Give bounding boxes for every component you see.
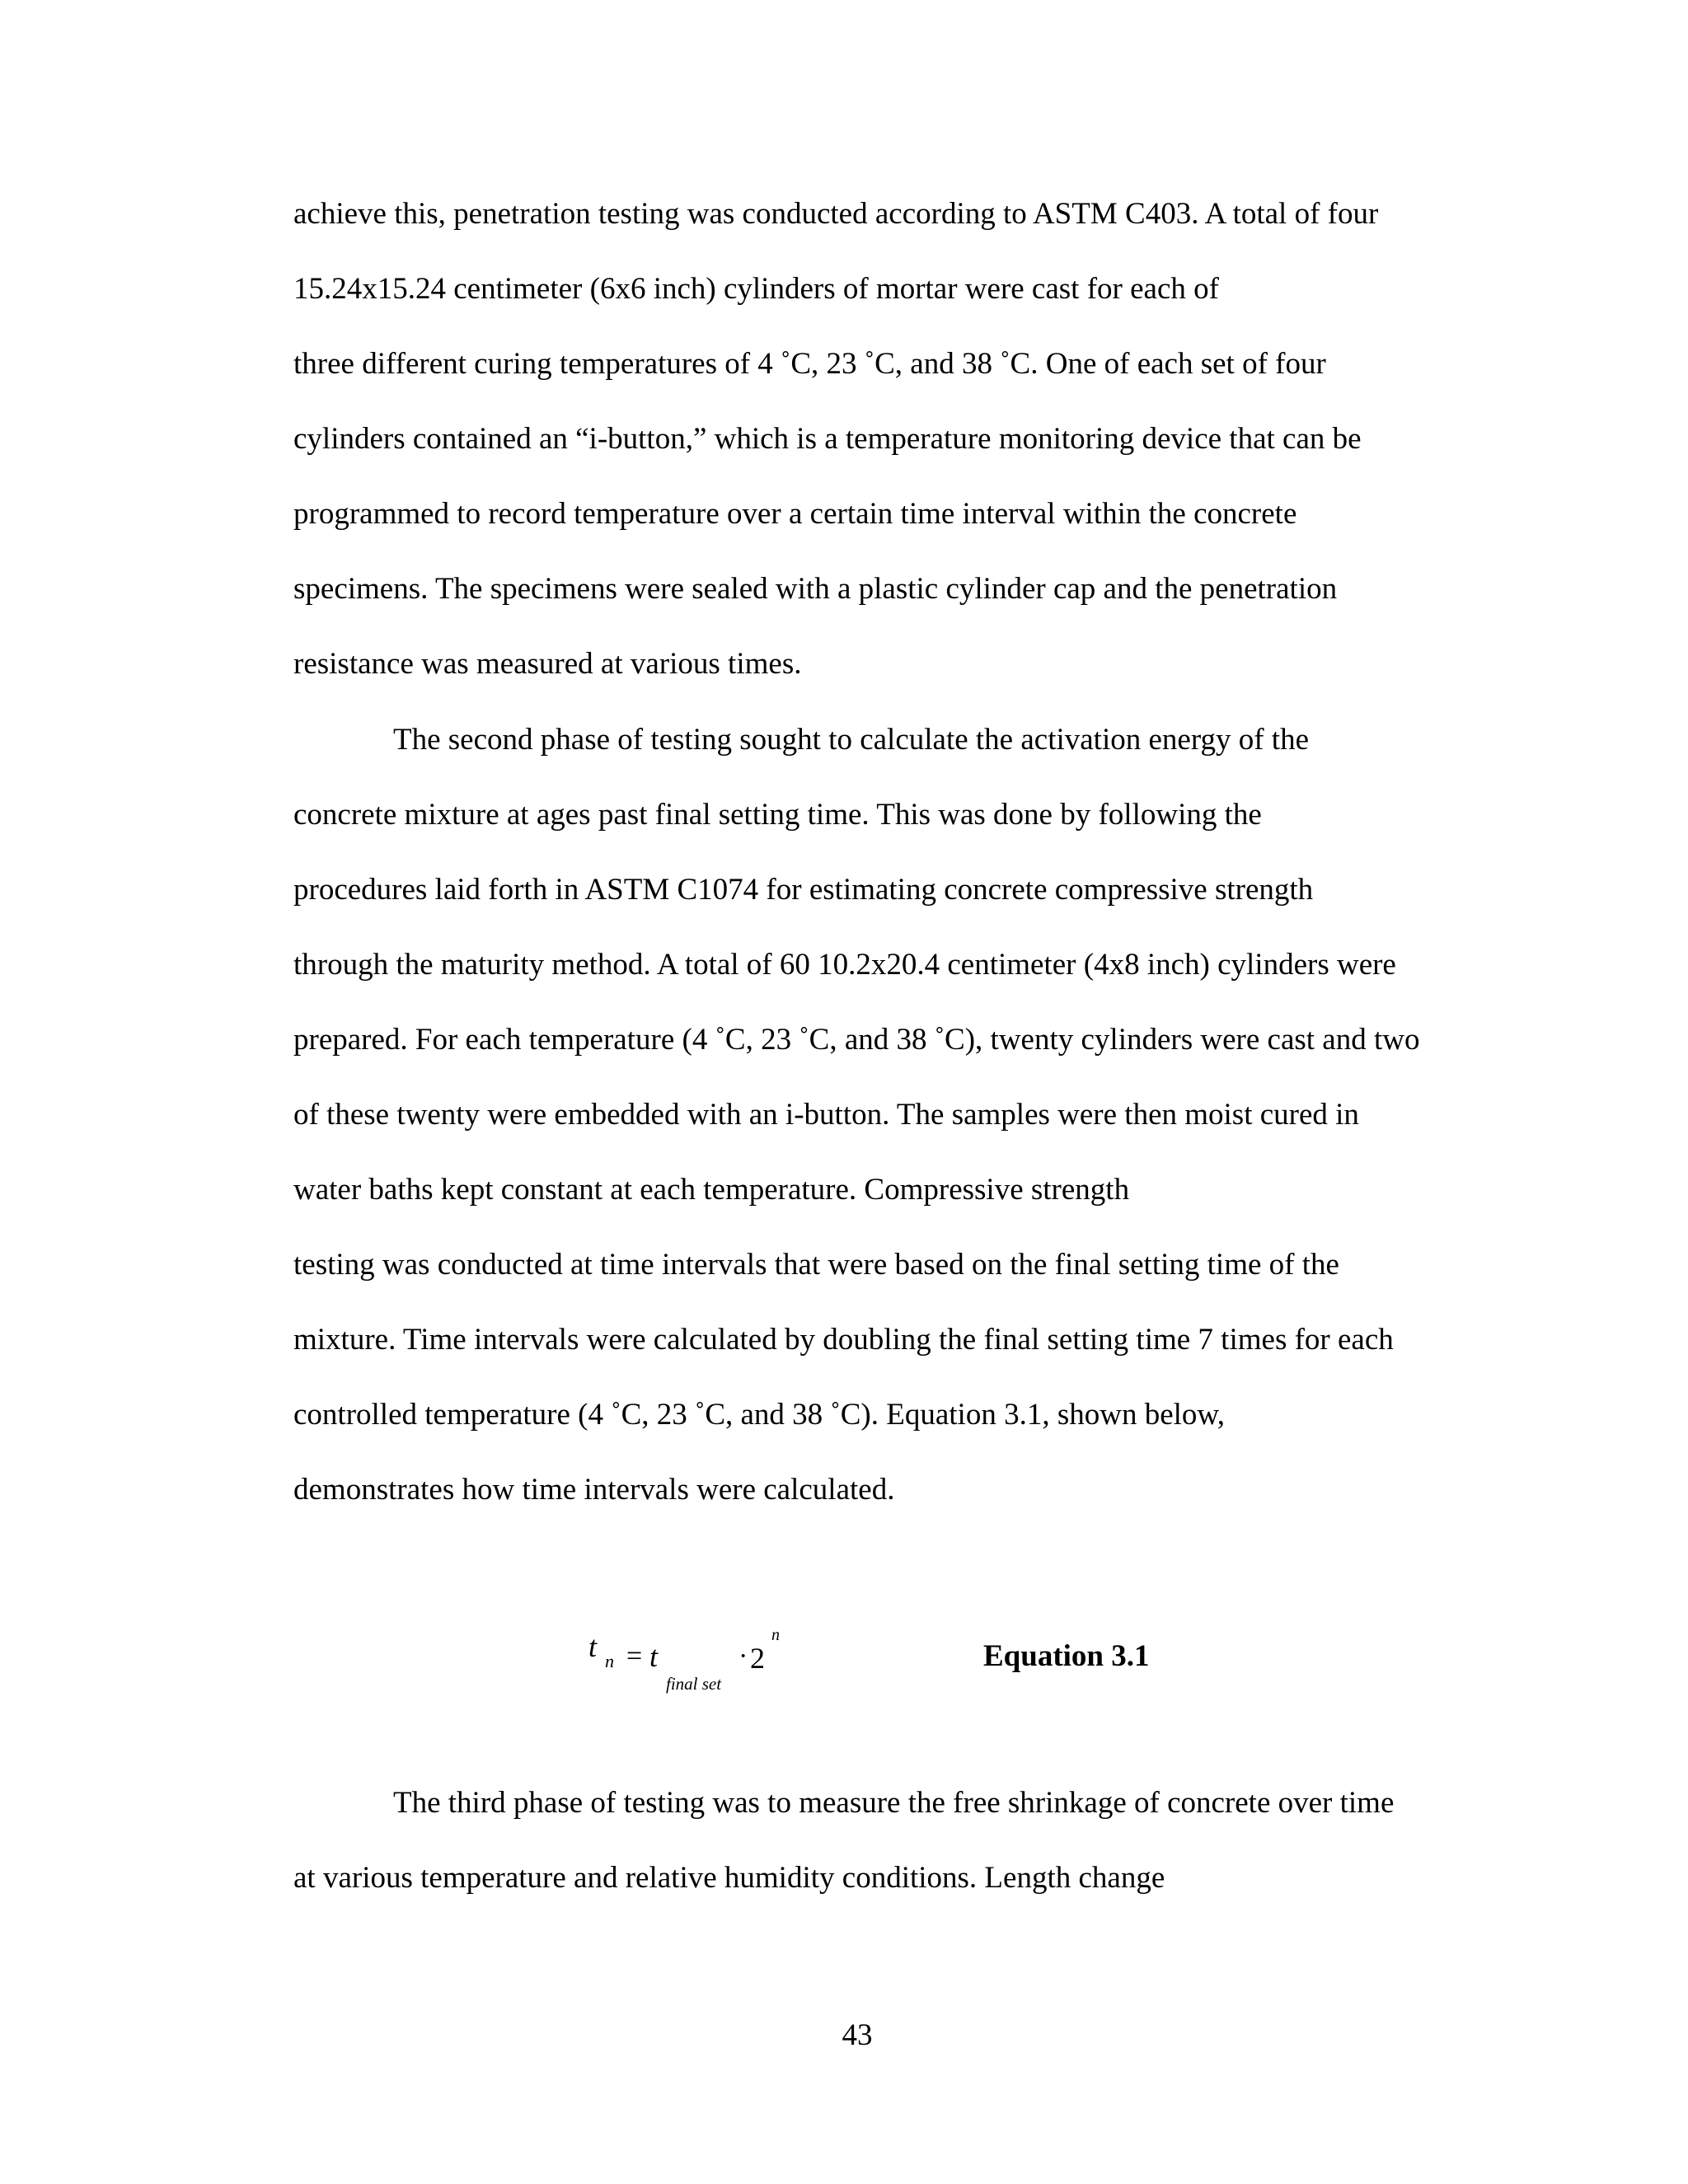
equation-base-two: 2 [750,1642,765,1675]
equation-subscript-final-set: final set [666,1674,722,1694]
text-line: at various temperature and relative humidity conditions. Length change [293,1861,1165,1895]
text-line: procedures laid forth in ASTM C1074 for estimating concrete compressive strength [293,873,1314,907]
text-line: of these twenty were embedded with an i-button. The samples were then moist cured in [293,1098,1359,1132]
text-line: cylinders contained an “i-button,” which is a temperature monitoring device that can be [293,422,1362,456]
equation-subscript-n: n [605,1651,614,1671]
text-line: testing was conducted at time intervals that were based on the final setting time of the [293,1248,1339,1282]
text-line: mixture. Time intervals were calculated by doubling the final setting time 7 times for each [293,1323,1394,1357]
text-line: concrete mixture at ages past final setting time. This was done by following the [293,798,1262,832]
text-line: three different curing temperatures of 4 ˚C, 23 ˚C, and 38 ˚C. One of each set of four [293,347,1326,381]
equation-3-1 [577,1619,824,1702]
text-line: The third phase of testing was to measure the free shrinkage of concrete over time [393,1786,1395,1820]
equation-label: Equation 3.1 [983,1639,1150,1673]
text-line: water baths kept constant at each temperature. Compressive strength [293,1173,1130,1207]
page-number: 43 [842,2018,873,2052]
equation-symbol-t-final: t [649,1640,659,1673]
text-line: through the maturity method. A total of 60 10.2x20.4 centimeter (4x8 inch) cylinders were [293,948,1396,982]
equation-exponent-n: n [771,1626,780,1644]
text-line: prepared. For each temperature (4 ˚C, 23 ˚C, and 38 ˚C), twenty cylinders were cast and two [293,1023,1420,1057]
equation-symbol-t: t [588,1630,598,1663]
text-line: resistance was measured at various times. [293,647,802,681]
text-line: achieve this, penetration testing was conducted according to ASTM C403. A total of four [293,197,1379,231]
text-line: The second phase of testing sought to calculate the activation energy of the [393,723,1310,757]
text-line: demonstrates how time intervals were calculated. [293,1473,895,1507]
text-line: specimens. The specimens were sealed with a plastic cylinder cap and the penetration [293,572,1338,606]
text-line: controlled temperature (4 ˚C, 23 ˚C, and 38 ˚C). Equation 3.1, shown below, [293,1398,1225,1432]
text-line: 15.24x15.24 centimeter (6x6 inch) cylinders of mortar were cast for each of [293,272,1219,306]
equation-equals: = [626,1641,643,1671]
equation-multiply-dot: · [738,1641,748,1671]
text-line: programmed to record temperature over a certain time interval within the concrete [293,497,1297,531]
